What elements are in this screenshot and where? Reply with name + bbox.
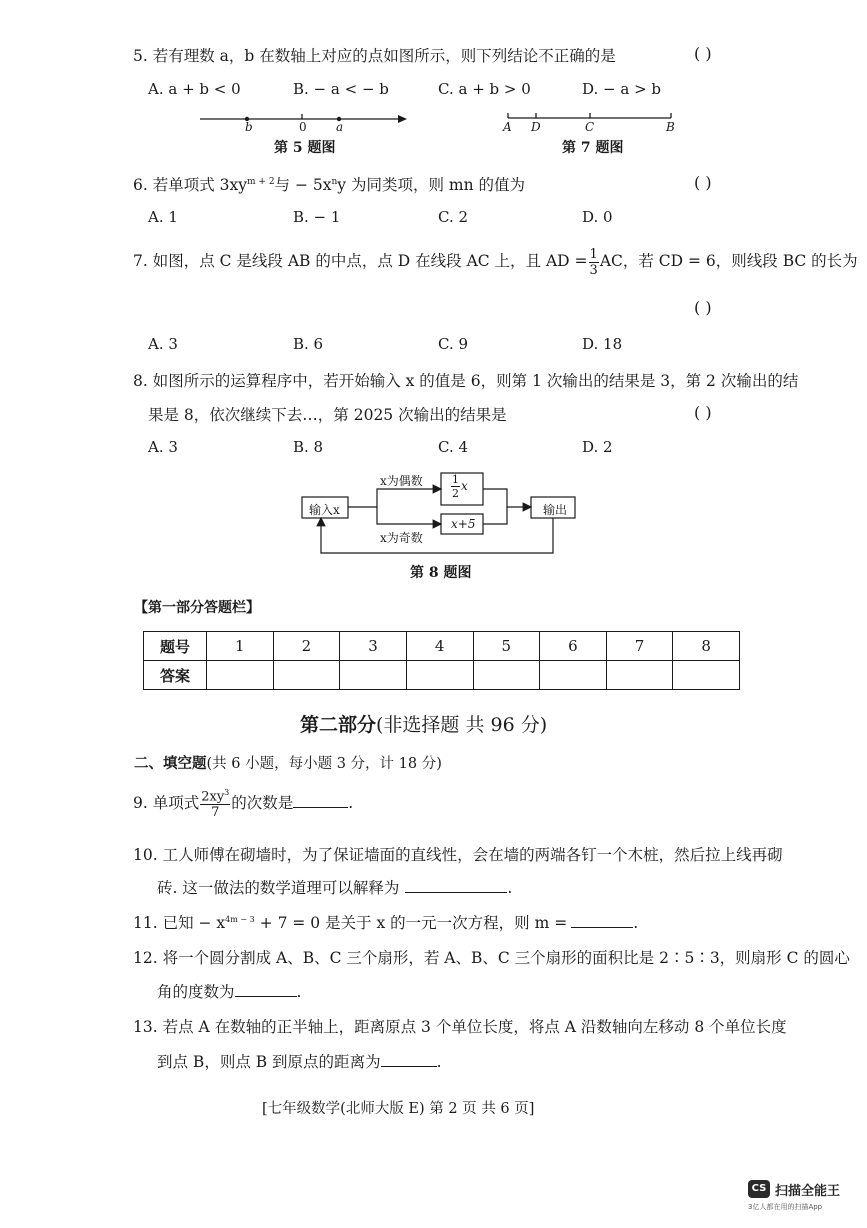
flow-output-label: 输出	[543, 503, 568, 517]
q8-stem-line1: 8. 如图所示的运算程序中，若开始输入 x 的值是 6，则第 1 次输出的结果是 3，第 2 次输出的结	[133, 372, 799, 390]
flow-half-x: $\frac{1}{2}$ x	[452, 473, 468, 500]
q6-option-a: A. 1	[148, 208, 178, 226]
q5-label-0: 0	[299, 120, 307, 134]
scanner-brand: 扫描全能王	[775, 1184, 841, 1199]
q11-exponent: 4m − 3	[225, 914, 255, 924]
q7-label-b: B	[666, 120, 675, 134]
answer-cell-5[interactable]	[473, 661, 540, 690]
answer-col-4: 4	[406, 632, 473, 661]
q11-answer-blank[interactable]	[571, 927, 633, 928]
scanner-tagline: 3亿人都在用的扫描App	[748, 1203, 823, 1211]
q8-option-c: C. 4	[438, 438, 469, 456]
q13-stem-line2: 到点 B，则点 B 到原点的距离为 .	[157, 1053, 442, 1071]
answer-table-row-numbers	[144, 632, 740, 661]
q12-answer-blank[interactable]	[235, 996, 297, 997]
q5-option-c: C. a + b > 0	[438, 80, 531, 98]
q12-stem-line2: 角的度数为 .	[157, 983, 302, 1001]
scanner-logo-icon: CS	[748, 1180, 770, 1198]
answer-col-1: 1	[207, 632, 274, 661]
q8-answer-paren: ( )	[694, 403, 712, 422]
q7-option-d: D. 18	[582, 335, 623, 353]
q7-option-c: C. 9	[438, 335, 469, 353]
answer-col-3: 3	[340, 632, 407, 661]
answer-cell-4[interactable]	[406, 661, 473, 690]
answer-col-5: 5	[473, 632, 540, 661]
q7-label-c: C	[585, 120, 595, 134]
q5-stem: 5. 若有理数 a，b 在数轴上对应的点如图所示，则下列结论不正确的是	[133, 47, 616, 65]
q10-stem-line1: 10. 工人师傅在砌墙时，为了保证墙面的直线性，会在墙的两端各钉一个木桩，然后拉上线再砌	[133, 846, 783, 864]
answer-table-header-answer: 答案	[144, 661, 207, 690]
q6-option-b: B. − 1	[293, 208, 341, 226]
q6-stem: 6. 若单项式 $3xy^{m + 2}$与 − $5x^ny$ 为同类项，则 mn 的值为	[133, 176, 526, 194]
q8-option-a: A. 3	[148, 438, 178, 456]
q11-stem: 11. 已知 − $x^{4m - 3} + 7 = 0$ 是关于 x 的一元一次方程，则 m = .	[133, 914, 639, 932]
flow-plus5-label: x+5	[451, 517, 476, 531]
answer-cell-3[interactable]	[340, 661, 407, 690]
answer-table	[143, 631, 740, 690]
q5-caption: 第 5 题图	[274, 140, 336, 156]
q8-option-b: B. 8	[293, 438, 324, 456]
q7-option-a: A. 3	[148, 335, 178, 353]
q7-option-b: B. 6	[293, 335, 324, 353]
q8-stem-line2: 果是 8，依次继续下去…，第 2025 次输出的结果是	[148, 406, 507, 424]
answer-table-row-answers	[144, 661, 740, 690]
q5-option-a: A. a + b < 0	[148, 80, 241, 98]
answer-bar-title: 【第一部分答题栏】	[134, 600, 260, 616]
answer-col-6: 6	[540, 632, 607, 661]
q8-option-d: D. 2	[582, 438, 613, 456]
q6-exponent-1: m + 2	[247, 176, 275, 187]
q13-stem-line1: 13. 若点 A 在数轴的正半轴上，距离原点 3 个单位长度，将点 A 沿数轴向左移动 8 个单位长度	[133, 1018, 787, 1036]
answer-cell-7[interactable]	[606, 661, 673, 690]
q10-answer-blank[interactable]	[405, 892, 507, 893]
q5-label-a: a	[336, 120, 344, 134]
q7-caption: 第 7 题图	[562, 140, 624, 156]
q7-stem: 7. 如图，点 C 是线段 AB 的中点，点 D 在线段 AC 上，且 AD = $\frac{1}{3}$ AC，若 CD = 6，则线段 BC 的长为	[133, 246, 858, 278]
q10-stem-line2: 砖. 这一做法的数学道理可以解释为 .	[157, 879, 513, 897]
q9-fraction: $\frac{2xy^3}{7}$	[201, 787, 230, 821]
flow-odd-label: x为奇数	[380, 531, 423, 545]
part2-heading: 第二部分(非选择题 共 96 分)	[300, 714, 548, 736]
answer-cell-2[interactable]	[273, 661, 340, 690]
section2-heading: 二、填空题(共 6 小题，每小题 3 分，计 18 分)	[134, 755, 442, 772]
answer-cell-6[interactable]	[540, 661, 607, 690]
page-footer: [七年级数学(北师大版 E) 第 2 页 共 6 页]	[262, 1101, 535, 1117]
answer-col-7: 7	[606, 632, 673, 661]
answer-table-header-number: 题号	[144, 632, 207, 661]
answer-col-8: 8	[673, 632, 740, 661]
q9-answer-blank[interactable]	[293, 807, 348, 808]
answer-cell-1[interactable]	[207, 661, 274, 690]
q6-option-c: C. 2	[438, 208, 469, 226]
q7-fraction: $\frac{1}{3}$	[589, 246, 598, 278]
q12-stem-line1: 12. 将一个圆分割成 A、B、C 三个扇形，若 A、B、C 三个扇形的面积比是 2∶5∶3，则扇形 C 的圆心	[133, 949, 850, 967]
q7-label-d: D	[531, 120, 541, 134]
q6-option-d: D. 0	[582, 208, 613, 226]
q5-option-b: B. − a < − b	[293, 80, 389, 98]
answer-cell-8[interactable]	[673, 661, 740, 690]
q7-label-a: A	[503, 120, 512, 134]
q7-answer-paren: ( )	[694, 298, 712, 317]
flow-even-label: x为偶数	[380, 474, 423, 488]
q8-caption: 第 8 题图	[410, 565, 472, 581]
answer-col-2: 2	[273, 632, 340, 661]
q6-answer-paren: ( )	[694, 173, 712, 192]
q13-answer-blank[interactable]	[381, 1066, 437, 1067]
q5-option-d: D. − a > b	[582, 80, 662, 98]
q9-stem: 9. 单项式 $\frac{2xy^3}{7}$ 的次数是 .	[133, 787, 354, 821]
q6-exponent-2: n	[331, 176, 338, 187]
q5-answer-paren: ( )	[694, 44, 712, 63]
flow-input-label: 输入x	[309, 503, 340, 517]
q5-label-b: b	[245, 120, 253, 134]
